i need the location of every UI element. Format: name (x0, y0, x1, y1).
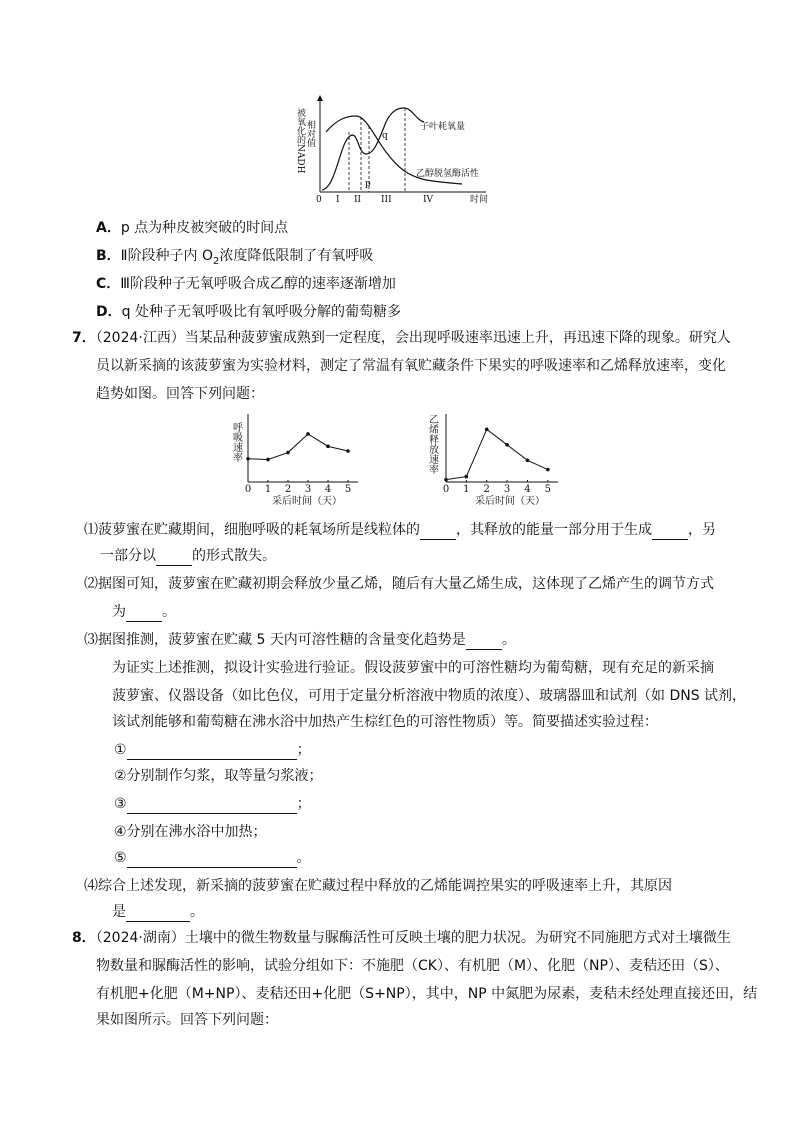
sub3-text-a: ⑶据图推测，菠萝蜜在贮藏 5 天内可溶性糖的含量变化趋势是 (84, 632, 466, 648)
answer-blank[interactable] (652, 523, 688, 540)
sub3-text-b: 。 (501, 632, 516, 648)
respiration-data-point (246, 457, 250, 461)
step-mark: ③ (114, 796, 127, 812)
question-source: （2024·湖南） (95, 930, 185, 946)
stem-text: 土壤中的微生物数量与脲酶活性可反映土壤的肥力状况。为研究不同施肥方式对土壤微生 (184, 930, 731, 946)
question-source: （2024·江西） (95, 330, 185, 346)
answer-blank[interactable] (127, 743, 297, 760)
subscript: 2 (213, 255, 220, 267)
ethylene-release-chart (424, 412, 574, 512)
respiration-tick-label: 4 (324, 484, 332, 495)
question-number: 8． (72, 930, 96, 946)
respiration-ylabel: 呼吸速率 (230, 422, 242, 462)
ethylene-xlabel: 采后时间（天） (475, 496, 545, 507)
option-text: Ⅲ阶段种子无氧呼吸合成乙醇的速率逐渐增加 (120, 276, 396, 292)
respiration-data-point (306, 432, 310, 436)
nadh-figure (286, 92, 506, 210)
q8-line4: 果如图所示。回答下列问题： (96, 1012, 278, 1028)
ethylene-tick-label: 5 (544, 484, 552, 495)
ethylene-series-line (446, 429, 548, 479)
respiration-series-line (248, 434, 348, 460)
ethylene-tick-label: 2 (483, 484, 490, 495)
point-q-label: q (382, 131, 388, 141)
q7-sub3-line4: 该试剂能够和葡萄糖在沸水浴中加热产生棕红色的可溶性物质）等。简要描述实验过程： (112, 714, 658, 730)
answer-blank[interactable] (126, 905, 190, 922)
sub2-text-b: 。 (162, 604, 176, 620)
ethylene-data-point (465, 475, 469, 479)
ethylene-tick-label: 3 (503, 484, 511, 495)
answer-blank[interactable] (127, 797, 297, 814)
q7-sub2-line1: ⑵据图可知，菠萝蜜在贮藏初期会释放少量乙烯，随后有大量乙烯生成，这体现了乙烯产生的调节方式 (84, 576, 714, 592)
option-c (96, 274, 396, 294)
q7-sub1-line1 (84, 520, 716, 540)
figure1-stage-dividers (349, 108, 405, 192)
sub4-text-a: 是 (112, 904, 126, 920)
question-number: 7． (72, 330, 96, 346)
step-2: ②分别制作匀浆，取等量匀浆液； (114, 768, 323, 784)
q7-sub3-line1 (84, 630, 516, 650)
step-3 (114, 794, 311, 814)
option-a (96, 218, 288, 238)
respiration-data-point (266, 458, 270, 462)
step-mark: ⑤ (114, 850, 127, 866)
option-b (96, 246, 373, 272)
answer-blank[interactable] (127, 851, 297, 868)
option-letter: A． (96, 220, 121, 236)
figure1-y-arrow (317, 95, 323, 101)
q7-sub3-line2: 为证实上述推测，拟设计实验进行验证。假设菠萝蜜中的可溶性糖均为葡萄糖，现有充足的新采摘 (112, 660, 714, 676)
answer-blank[interactable] (420, 523, 456, 540)
figure1-ylabel-line1: 被氧化的NADH (295, 108, 305, 174)
q8-line3: 有机肥+化肥（M+NP）、麦秸还田+化肥（S+NP），其中，NP 中氮肥为尿素，麦秸未经处理直接还田，结 (96, 986, 758, 1002)
point-p-label: p (365, 179, 371, 189)
respiration-data-point (326, 445, 330, 449)
step-mark: ① (114, 742, 127, 758)
sub2-text-a: 为 (112, 604, 126, 620)
ethylene-tick-label: 1 (463, 484, 470, 495)
q7-sub4-line2 (112, 902, 204, 922)
option-letter: C． (96, 276, 121, 292)
step-4: ④分别在沸水浴中加热； (114, 824, 267, 840)
ethylene-data-point (444, 478, 448, 482)
q7-stem-line3: 趋势如图。回答下列问题： (96, 386, 264, 402)
respiration-tick-label: 3 (304, 484, 312, 495)
stage-label-1: I (336, 195, 340, 205)
respiration-tick-label: 0 (244, 484, 252, 495)
respiration-data-point (346, 449, 350, 453)
option-text: 浓度降低限制了有氧呼吸 (219, 248, 374, 264)
stem-text: 当某品种菠萝蜜成熟到一定程度，会出现呼吸速率迅速上升，再迅速下降的现象。研究人 (184, 330, 731, 346)
option-letter: B． (96, 248, 121, 264)
answer-blank[interactable] (156, 549, 192, 566)
q7-sub2-line2 (112, 602, 176, 622)
option-letter: D． (96, 304, 122, 320)
stage-label-3: III (381, 195, 392, 205)
oxygen-consumption-curve (322, 108, 424, 190)
answer-blank[interactable] (466, 633, 502, 650)
sub4-text-b: 。 (190, 904, 204, 920)
answer-blank[interactable] (126, 605, 162, 622)
q7-stem-line1 (72, 328, 731, 348)
q7-sub3-line3: 菠萝蜜、仪器设备（如比色仪，可用于定量分析溶液中物质的浓度）、玻璃器皿和试剂（如 DNS 试剂， (112, 688, 747, 704)
option-text: p 点为种皮被突破的时间点 (120, 220, 289, 236)
option-d (96, 302, 401, 322)
sub1-text-a: ⑴菠萝蜜在贮藏期间，细胞呼吸的耗氧场所是线粒体的 (84, 522, 420, 538)
step-end: 。 (296, 850, 311, 866)
figure1-ylabel (295, 107, 316, 174)
ethylene-data-point (546, 468, 550, 472)
respiration-tick-label: 2 (284, 484, 292, 495)
option-text: q 处种子无氧呼吸比有氧呼吸分解的葡萄糖多 (121, 304, 401, 320)
curve-label-adh: 乙醇脱氢酶活性 (416, 169, 480, 179)
respiration-rate-chart (228, 412, 368, 512)
step-end: ； (296, 796, 311, 812)
q8-line1 (72, 928, 731, 948)
ethylene-data-point (526, 459, 530, 463)
ethylene-ylabel: 乙烯释放速率 (426, 414, 438, 474)
respiration-data-point (286, 451, 290, 455)
sub1-text-d: 一部分以 (100, 548, 156, 564)
ethylene-tick-label: 0 (442, 484, 450, 495)
ethylene-tick-label: 4 (524, 484, 531, 495)
figure1-ylabel-line2: 相对值 (305, 120, 315, 147)
figure1-xlabel: 时间 (470, 195, 489, 205)
figure1-origin: 0 (316, 195, 322, 205)
respiration-xlabel: 采后时间（天） (272, 496, 342, 507)
option-text: Ⅱ阶段种子内 O (120, 248, 214, 264)
step-1 (114, 740, 311, 760)
sub1-text-e: 的形式散失。 (192, 548, 276, 564)
sub1-text-b: ，其释放的能量一部分用于生成 (456, 522, 652, 538)
stage-label-2: II (354, 195, 362, 205)
stage-label-4: IV (423, 195, 434, 205)
q7-sub4-line1: ⑷综合上述发现，新采摘的菠萝蜜在贮藏过程中释放的乙烯能调控果实的呼吸速率上升，其原因 (84, 878, 672, 894)
step-end: ； (296, 742, 311, 758)
q8-line2: 物数量和脲酶活性的影响，试验分组如下：不施肥（CK）、有机肥（M）、化肥（NP）、麦秸还田（S）、 (96, 958, 729, 974)
respiration-tick-label: 5 (344, 484, 352, 495)
curve-label-oxygen: 子叶耗氧量 (420, 122, 466, 132)
step-5 (114, 848, 311, 868)
ethylene-data-point (505, 443, 509, 447)
ethylene-data-point (485, 428, 489, 432)
q7-stem-line2: 员以新采摘的该菠萝蜜为实验材料，测定了常温有氧贮藏条件下果实的呼吸速率和乙烯释放速率，变化 (96, 358, 726, 374)
q7-sub1-line2 (100, 546, 276, 566)
respiration-tick-label: 1 (264, 484, 272, 495)
sub1-text-c: ，另 (688, 522, 716, 538)
